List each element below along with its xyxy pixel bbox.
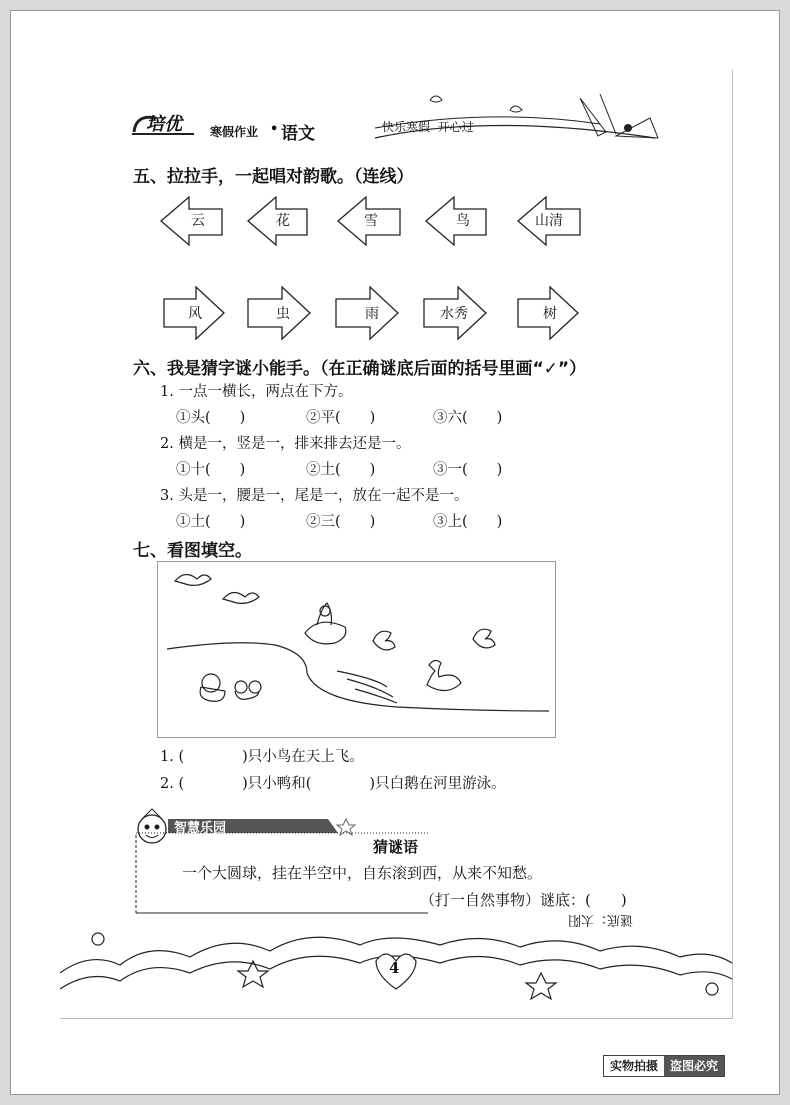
wisdom-badge-label: 智慧乐园 bbox=[174, 821, 227, 836]
wisdom-title: 猜谜语 bbox=[373, 838, 419, 856]
bottom-word-2: 虫 bbox=[276, 306, 290, 322]
riddle-3-question: 3. 头是一，腰是一，尾是一，放在一起不是一。 bbox=[160, 488, 469, 504]
riddle-3-option-1: ①土( ) bbox=[176, 514, 246, 530]
wisdom-riddle: 一个大圆球，挂在半空中，自东滚到西，从来不知愁。 bbox=[182, 864, 543, 882]
stamp-left: 实物拍摄 bbox=[604, 1056, 664, 1076]
header-banner bbox=[370, 88, 660, 148]
page-number: 4 bbox=[389, 959, 400, 977]
header-slogan: 快乐寒假 开心过 bbox=[382, 120, 474, 134]
riddle-3-option-3: ③上( ) bbox=[433, 514, 503, 530]
top-word-5: 山清 bbox=[535, 213, 563, 229]
top-word-3: 雪 bbox=[364, 213, 378, 229]
riddle-2-option-1: ①十( ) bbox=[176, 462, 246, 478]
header-dot: • bbox=[270, 122, 279, 137]
river-scene-illustration bbox=[157, 561, 557, 739]
bottom-word-1: 风 bbox=[188, 306, 202, 322]
header-subject: 语文 bbox=[281, 124, 315, 144]
header-subtitle: 寒假作业 bbox=[210, 125, 259, 139]
section6-title: 六、我是猜字谜小能手。（在正确谜底后面的括号里画“✓”） bbox=[133, 359, 587, 379]
section7-title: 七、看图填空。 bbox=[133, 541, 252, 561]
wisdom-answer-upside-down: 谜底：太阳 bbox=[568, 912, 634, 927]
riddle-3-option-2: ②三( ) bbox=[306, 514, 376, 530]
fill-question-2: 2. ( )只小鸭和( )只白鹅在河里游泳。 bbox=[160, 776, 506, 792]
bottom-word-5: 树 bbox=[543, 306, 557, 322]
riddle-1-option-1: ①头( ) bbox=[176, 410, 246, 426]
riddle-2-question: 2. 横是一，竖是一，排来排去还是一。 bbox=[160, 436, 411, 452]
fill-question-1: 1. ( )只小鸟在天上飞。 bbox=[160, 749, 364, 765]
section5-title: 五、拉拉手，一起唱对韵歌。（连线） bbox=[133, 167, 414, 187]
header-logo bbox=[130, 108, 200, 138]
watermark-stamp bbox=[603, 1055, 725, 1077]
stamp-right: 盗图必究 bbox=[664, 1056, 724, 1076]
riddle-1-option-2: ②平( ) bbox=[306, 410, 376, 426]
riddle-2-option-2: ②土( ) bbox=[306, 462, 376, 478]
top-word-1: 云 bbox=[191, 213, 205, 229]
bottom-word-3: 雨 bbox=[365, 306, 379, 322]
riddle-1-question: 1. 一点一横长，两点在下方。 bbox=[160, 384, 353, 400]
bottom-word-4: 水秀 bbox=[440, 306, 468, 322]
wisdom-hint: （打一自然事物）谜底：( ) bbox=[420, 891, 627, 909]
logo-text: 培优 bbox=[146, 114, 182, 135]
wisdom-badge bbox=[128, 805, 428, 915]
top-word-4: 鸟 bbox=[456, 213, 470, 229]
top-word-2: 花 bbox=[276, 213, 290, 229]
riddle-1-option-3: ③六( ) bbox=[433, 410, 503, 426]
riddle-2-option-3: ③一( ) bbox=[433, 462, 503, 478]
